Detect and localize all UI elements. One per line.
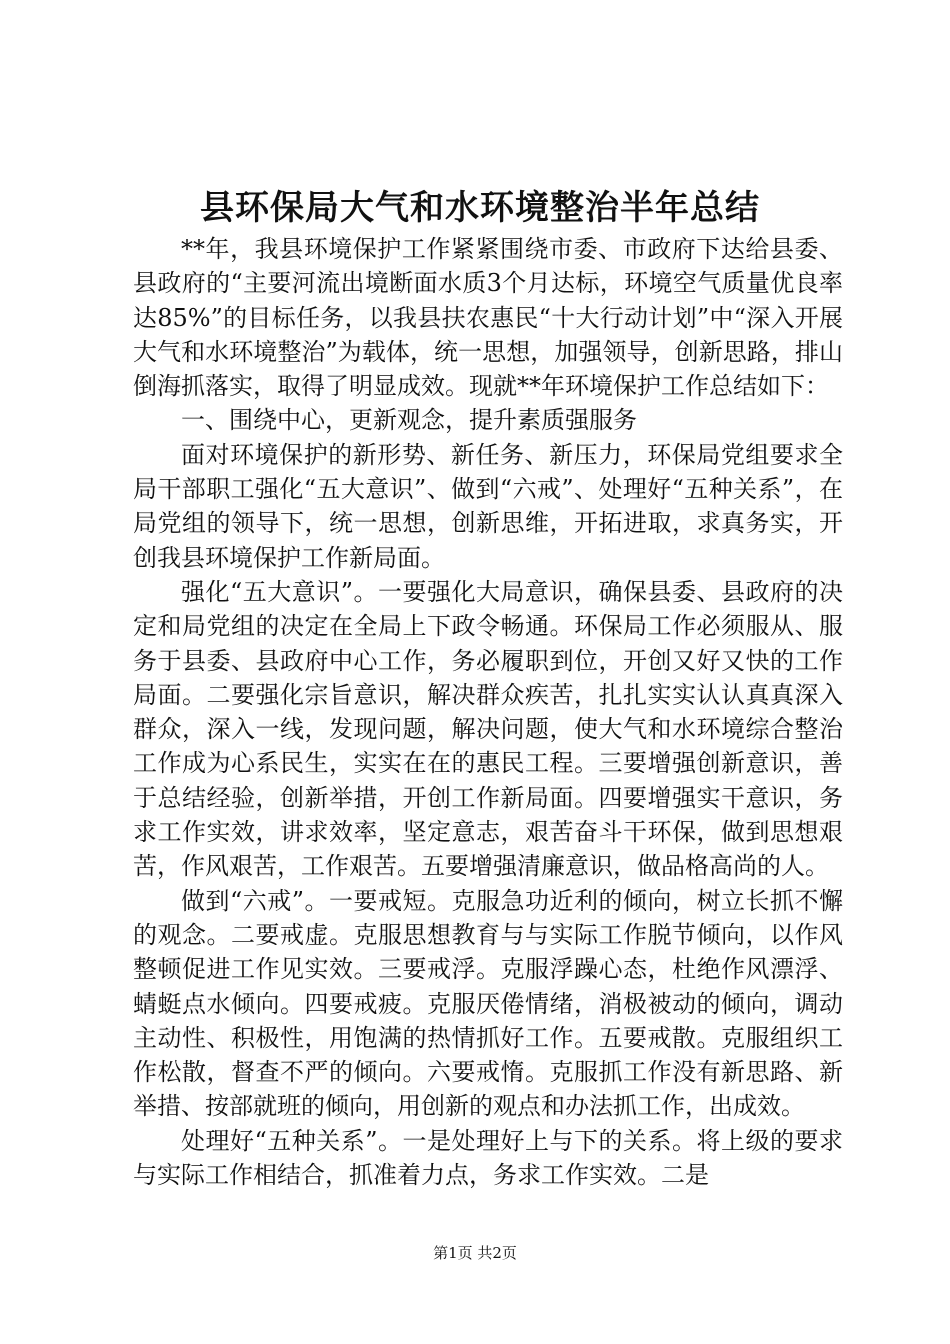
paragraph-five-relations: 处理好“五种关系”。一是处理好上与下的关系。将上级的要求与实际工作相结合，抓准着力点，务求工作实效。二是 [133,1126,843,1190]
document-title: 县环保局大气和水环境整治半年总结 [200,188,760,228]
paragraph-six-cautions: 做到“六戒”。一要戒短。克服急功近利的倾向，树立长抓不懈的观念。二要戒虚。克服思想教育与与实际工作脱节倾向，以作风整顿促进工作见实效。三要戒浮。克服浮躁心态，杜绝作风漂浮、蜻蜓点水倾向。四要戒疲。克服厌倦情绪，消极被动的倾向，调动主动性、积极性，用饱满的热情抓好工作。五要戒散。克服组织工作松散，督查不严的倾向。六要戒惰。克服抓工作没有新思路、新举措、按部就班的倾向，用创新的观点和办法抓工作，出成效。 [133,886,843,1121]
paragraph-section-1-intro: 面对环境保护的新形势、新任务、新压力，环保局党组要求全局干部职工强化“五大意识”、做到“六戒”、处理好“五种关系”，在局党组的领导下，统一思想，创新思维，开拓进取，求真务实，开创我县环境保护工作新局面。 [133,440,843,572]
document-body [133,232,843,1192]
section-heading-1: 一、围绕中心，更新观念，提升素质强服务 [181,406,637,435]
page-number-footer: 第1页 共2页 [433,1244,517,1262]
paragraph-five-awareness: 强化“五大意识”。一要强化大局意识，确保县委、县政府的决定和局党组的决定在全局上下政令畅通。环保局工作必须服从、服务于县委、县政府中心工作，务必履职到位，开创又好又快的工作局面。二要强化宗旨意识，解决群众疾苦，扎扎实实认认真真深入群众，深入一线，发现问题，解决问题，使大气和水环境综合整治工作成为心系民生，实实在在的惠民工程。三要增强创新意识，善于总结经验，创新举措，开创工作新局面。四要增强实干意识，务求工作实效，讲求效率，坚定意志，艰苦奋斗干环保，做到思想艰苦，作风艰苦，工作艰苦。五要增强清廉意识，做品格高尚的人。 [133,577,843,881]
paragraph-intro: **年，我县环境保护工作紧紧围绕市委、市政府下达给县委、县政府的“主要河流出境断面水质3个月达标，环境空气质量优良率达85%”的目标任务，以我县扶农惠民“十大行动计划”中“深入开展大气和水环境整治”为载体，统一思想，加强领导，创新思路，排山倒海抓落实，取得了明显成效。现就**年环境保护工作总结如下： [133,235,843,401]
